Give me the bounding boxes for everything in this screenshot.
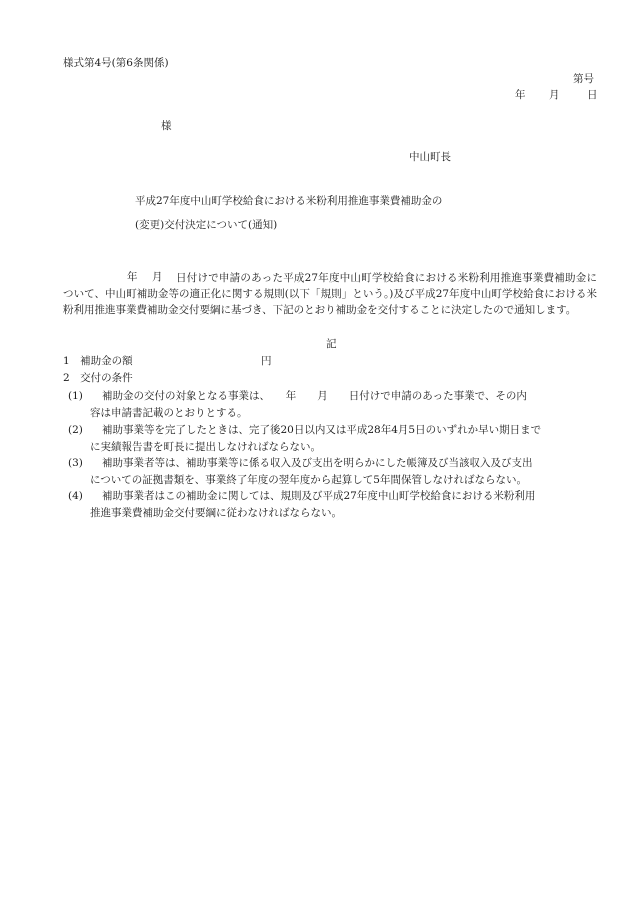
condition-item <box>68 422 592 456</box>
condition-number: (3) <box>68 457 83 469</box>
condition-item <box>68 388 592 422</box>
condition-line-2: 容は申請書記載のとおりとする。 <box>90 407 248 419</box>
sender-name: 中山町長 <box>409 151 451 163</box>
condition-line-2: 推進事業費補助金交付要綱に従わなければならない。 <box>90 507 342 519</box>
condition-item <box>68 455 592 489</box>
form-label: 様式第4号(第6条関係) <box>63 57 169 69</box>
condition-line-1: 補助事業者はこの補助金に関しては、規則及び平成27年度中山町学校給食における米粉利用 <box>102 490 536 502</box>
body-main-text: 日付けで申請のあった平成27年度中山町学校給食における米粉利用推進事業費補助金について、中山町補助金等の適正化に関する規則(以下「規則」という。)及び平成27年度中山町学校給食における米粉利用推進事業費補助金交付要綱に基づき、下記のとおり補助金を交付することに決定したので通知します。 <box>63 272 597 316</box>
condition-line-2: に実績報告書を町長に提出しなければならない。 <box>90 441 321 453</box>
section-1-unit: 円 <box>261 355 272 367</box>
body-date-month: 月 <box>152 271 163 283</box>
condition-number: (2) <box>68 424 83 436</box>
condition-item <box>68 488 592 522</box>
condition-line-2: についての証拠書類を、事業終了年度の翌年度から起算して5年間保管しなければならない。 <box>90 474 527 486</box>
date-day: 日 <box>587 89 598 101</box>
condition-line-1: 補助金の交付の対象となる事業は、 年 月 日付けで申請のあった事業で、その内 <box>102 390 527 402</box>
title-line-2: (変更)交付決定について(通知) <box>135 219 278 231</box>
condition-line-1: 補助事業者等は、補助事業等に係る収入及び支出を明らかにした帳簿及び当該収入及び支出 <box>102 457 533 469</box>
body-date-year: 年 <box>127 271 138 283</box>
condition-number: (1) <box>68 390 83 402</box>
document-number-label: 第号 <box>573 73 594 85</box>
date-month: 月 <box>549 89 560 101</box>
condition-line-1: 補助事業等を完了したときは、完了後20日以内又は平成28年4月5日のいずれか早い期日まで <box>102 424 542 436</box>
ki-heading: 記 <box>326 338 337 350</box>
condition-number: (4) <box>68 490 83 502</box>
section-2-label: 2 交付の条件 <box>63 372 133 384</box>
addressee-suffix: 様 <box>161 120 172 132</box>
title-line-1: 平成27年度中山町学校給食における米粉利用推進事業費補助金の <box>135 195 443 207</box>
section-1-label: 1 補助金の額 <box>63 355 133 367</box>
date-year: 年 <box>515 89 526 101</box>
